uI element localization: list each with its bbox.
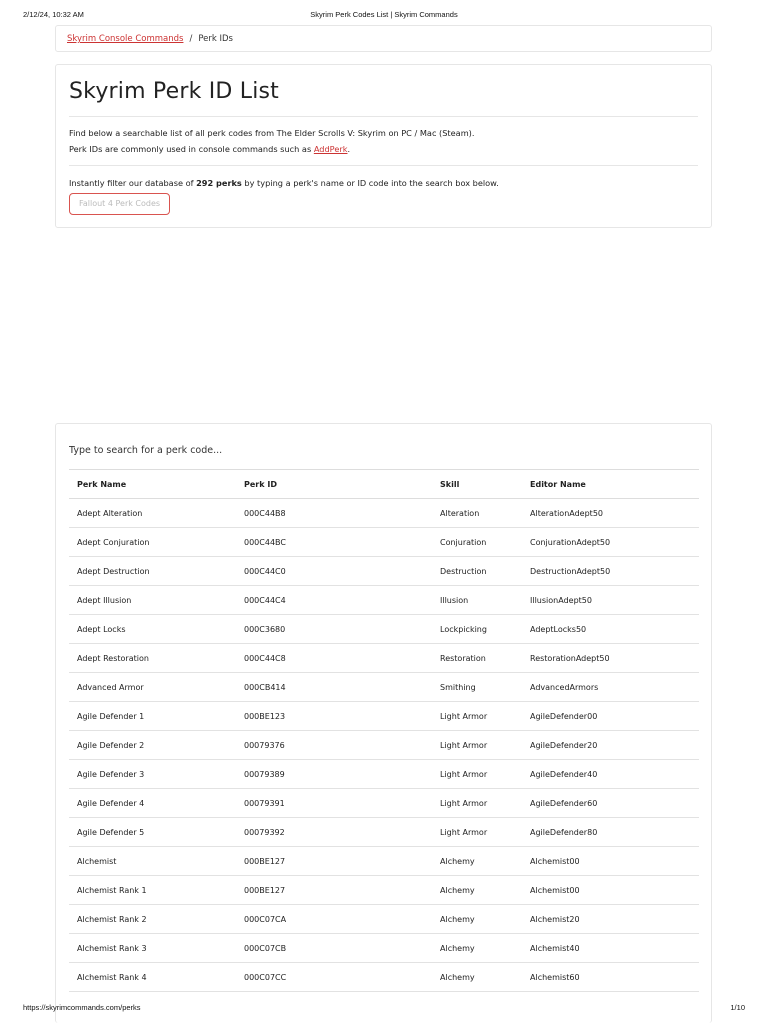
editor-name-cell: DestructionAdept50 — [522, 557, 699, 586]
editor-name-cell: Alchemist60 — [522, 963, 699, 992]
editor-name-cell: RestorationAdept50 — [522, 644, 699, 673]
table-row — [69, 557, 699, 586]
skill-cell: Alchemy — [432, 876, 522, 905]
breadcrumb-current: Perk IDs — [198, 34, 233, 44]
skill-cell: Destruction — [432, 557, 522, 586]
perk-table-card — [55, 423, 712, 1023]
breadcrumb-home-link[interactable]: Skyrim Console Commands — [67, 34, 184, 44]
perk-name-cell: Agile Defender 3 — [69, 760, 236, 789]
perk-id-cell: 000BE127 — [236, 876, 432, 905]
table-row — [69, 673, 699, 702]
addperk-link[interactable]: AddPerk — [313, 144, 348, 154]
perk-id-cell: 000BE127 — [236, 847, 432, 876]
perk-name-cell: Alchemist Rank 2 — [69, 905, 236, 934]
editor-name-cell: Alchemist20 — [522, 905, 699, 934]
column-header-perk-id[interactable]: Perk ID — [236, 470, 432, 499]
perk-name-cell: Agile Defender 5 — [69, 818, 236, 847]
perk-table — [69, 469, 699, 992]
breadcrumb — [67, 34, 233, 44]
column-header-perk-name[interactable]: Perk Name — [69, 470, 236, 499]
editor-name-cell: AgileDefender40 — [522, 760, 699, 789]
table-row — [69, 702, 699, 731]
editor-name-cell: AdvancedArmors — [522, 673, 699, 702]
table-row — [69, 905, 699, 934]
filter-prefix: Instantly filter our database of — [69, 178, 197, 188]
print-url: https://skyrimcommands.com/perks — [23, 1003, 141, 1012]
table-row — [69, 818, 699, 847]
editor-name-cell: Alchemist00 — [522, 876, 699, 905]
perk-id-cell: 000C07CC — [236, 963, 432, 992]
perk-table-body — [69, 499, 699, 992]
editor-name-cell: ConjurationAdept50 — [522, 528, 699, 557]
perk-id-cell: 00079389 — [236, 760, 432, 789]
perk-name-cell: Alchemist Rank 1 — [69, 876, 236, 905]
filter-instructions — [69, 177, 499, 189]
skill-cell: Lockpicking — [432, 615, 522, 644]
print-header — [0, 10, 768, 22]
perk-name-cell: Alchemist — [69, 847, 236, 876]
perk-id-cell: 000C44C4 — [236, 586, 432, 615]
intro-description: Find below a searchable list of all perk codes from The Elder Scrolls V: Skyrim on PC / Mac (Steam). — [69, 128, 475, 138]
search-input[interactable] — [69, 440, 669, 460]
editor-name-cell: IllusionAdept50 — [522, 586, 699, 615]
table-row — [69, 847, 699, 876]
perk-id-cell: 000C44BC — [236, 528, 432, 557]
editor-name-cell: AgileDefender20 — [522, 731, 699, 760]
skill-cell: Conjuration — [432, 528, 522, 557]
perk-name-cell: Adept Alteration — [69, 499, 236, 528]
perk-id-cell: 00079391 — [236, 789, 432, 818]
page-title: Skyrim Perk ID List — [69, 79, 279, 104]
table-row — [69, 586, 699, 615]
column-header-skill[interactable]: Skill — [432, 470, 522, 499]
perk-id-cell: 000C44C8 — [236, 644, 432, 673]
table-row — [69, 789, 699, 818]
editor-name-cell: AgileDefender80 — [522, 818, 699, 847]
table-row — [69, 644, 699, 673]
print-date: 2/12/24, 10:32 AM — [23, 10, 84, 19]
title-divider — [69, 116, 698, 117]
usage-suffix: . — [347, 144, 351, 154]
perk-name-cell: Agile Defender 1 — [69, 702, 236, 731]
breadcrumb-separator: / — [189, 34, 193, 44]
perk-name-cell: Advanced Armor — [69, 673, 236, 702]
perk-name-cell: Adept Restoration — [69, 644, 236, 673]
editor-name-cell: AdeptLocks50 — [522, 615, 699, 644]
table-row — [69, 528, 699, 557]
editor-name-cell: AgileDefender60 — [522, 789, 699, 818]
perk-id-cell: 00079376 — [236, 731, 432, 760]
filter-suffix: by typing a perk's name or ID code into the search box below. — [241, 178, 499, 188]
print-title: Skyrim Perk Codes List | Skyrim Commands — [310, 10, 458, 19]
table-row — [69, 760, 699, 789]
intro-card — [55, 64, 712, 228]
usage-prefix: Perk IDs are commonly used in console commands such as — [69, 144, 314, 154]
perk-id-cell: 000C3680 — [236, 615, 432, 644]
skill-cell: Light Armor — [432, 789, 522, 818]
perk-name-cell: Adept Locks — [69, 615, 236, 644]
perk-name-cell: Agile Defender 2 — [69, 731, 236, 760]
editor-name-cell: AlterationAdept50 — [522, 499, 699, 528]
skill-cell: Light Armor — [432, 818, 522, 847]
skill-cell: Restoration — [432, 644, 522, 673]
perk-id-cell: 000C07CA — [236, 905, 432, 934]
perk-id-cell: 000C44B8 — [236, 499, 432, 528]
breadcrumb-card — [55, 25, 712, 52]
skill-cell: Light Armor — [432, 702, 522, 731]
skill-cell: Alteration — [432, 499, 522, 528]
perk-name-cell: Adept Illusion — [69, 586, 236, 615]
print-page-number: 1/10 — [730, 1003, 745, 1012]
table-row — [69, 876, 699, 905]
perk-id-cell: 000C44C0 — [236, 557, 432, 586]
perk-id-cell: 000C07CB — [236, 934, 432, 963]
skill-cell: Alchemy — [432, 847, 522, 876]
skill-cell: Light Armor — [432, 760, 522, 789]
print-footer — [0, 1003, 768, 1015]
editor-name-cell: Alchemist00 — [522, 847, 699, 876]
perk-count: 292 perks — [196, 178, 242, 188]
perk-name-cell: Alchemist Rank 3 — [69, 934, 236, 963]
perk-name-cell: Agile Defender 4 — [69, 789, 236, 818]
perk-id-cell: 00079392 — [236, 818, 432, 847]
table-row — [69, 731, 699, 760]
perk-id-cell: 000BE123 — [236, 702, 432, 731]
intro-divider — [69, 165, 698, 166]
table-row — [69, 615, 699, 644]
table-row — [69, 499, 699, 528]
table-row — [69, 963, 699, 992]
skill-cell: Alchemy — [432, 963, 522, 992]
table-header-row — [69, 470, 699, 499]
table-row — [69, 934, 699, 963]
skill-cell: Alchemy — [432, 905, 522, 934]
skill-cell: Illusion — [432, 586, 522, 615]
perk-name-cell: Alchemist Rank 4 — [69, 963, 236, 992]
editor-name-cell: AgileDefender00 — [522, 702, 699, 731]
fallout4-perk-codes-button[interactable]: Fallout 4 Perk Codes — [69, 193, 170, 215]
perk-name-cell: Adept Destruction — [69, 557, 236, 586]
skill-cell: Alchemy — [432, 934, 522, 963]
column-header-editor-name[interactable]: Editor Name — [522, 470, 699, 499]
skill-cell: Smithing — [432, 673, 522, 702]
editor-name-cell: Alchemist40 — [522, 934, 699, 963]
perk-name-cell: Adept Conjuration — [69, 528, 236, 557]
perk-id-cell: 000CB414 — [236, 673, 432, 702]
intro-usage-note — [69, 143, 350, 155]
skill-cell: Light Armor — [432, 731, 522, 760]
